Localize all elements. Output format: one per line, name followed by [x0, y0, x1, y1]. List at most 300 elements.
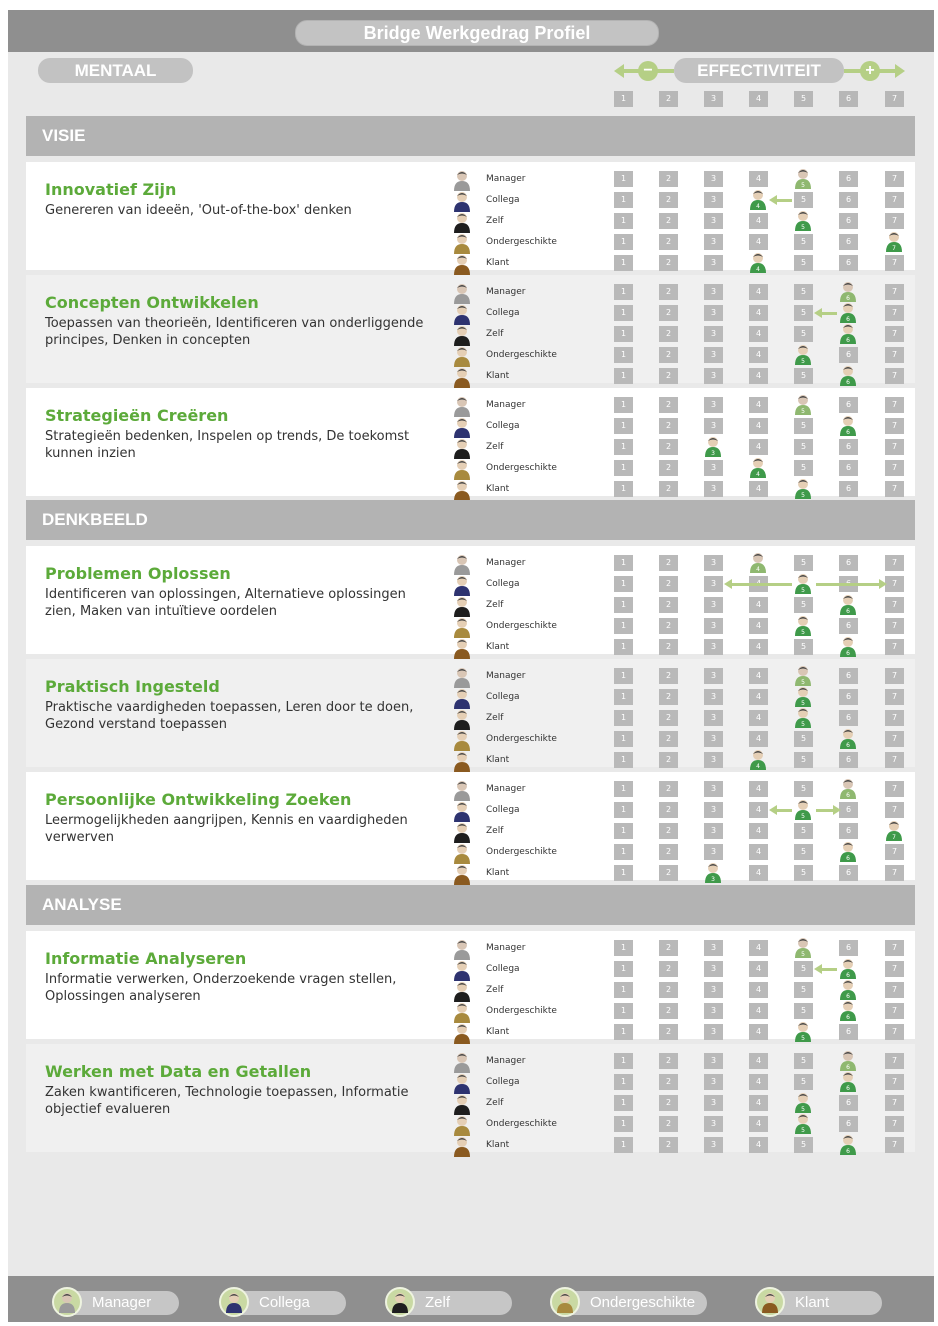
rating-cell: 2 [659, 481, 678, 497]
manager-icon [451, 938, 469, 956]
rating-cell: 2 [659, 982, 678, 998]
rating-cell: 4 [749, 284, 768, 300]
rating-cell: 1 [614, 460, 633, 476]
rating-cell: 2 [659, 1095, 678, 1111]
rating-cell: 5 [794, 982, 813, 998]
rating-cell: 1 [614, 481, 633, 497]
rating-cell: 7 [885, 171, 904, 187]
rating-cell: 1 [614, 326, 633, 342]
collega-legend-icon [219, 1287, 249, 1317]
svg-text:6: 6 [846, 316, 850, 323]
role-label-manager: Manager [486, 174, 526, 184]
role-label-zelf: Zelf [486, 442, 504, 452]
rating-cell: 1 [614, 418, 633, 434]
svg-text:5: 5 [801, 408, 805, 415]
rating-cell: 6 [839, 555, 858, 571]
svg-text:5: 5 [801, 492, 805, 499]
rating-cell: 1 [614, 1095, 633, 1111]
role-label-klant: Klant [486, 642, 510, 652]
rating-marker [839, 326, 858, 342]
rating-cell: 6 [839, 481, 858, 497]
rating-cell: 6 [839, 347, 858, 363]
rating-cell: 2 [659, 689, 678, 705]
svg-text:4: 4 [756, 566, 760, 573]
svg-text:6: 6 [846, 337, 850, 344]
rating-cell: 4 [749, 639, 768, 655]
rating-cell: 7 [885, 555, 904, 571]
rating-cell: 5 [794, 1074, 813, 1090]
rating-cell: 1 [614, 234, 633, 250]
rating-marker [839, 418, 858, 434]
rating-cell: 3 [704, 731, 723, 747]
gap-arrow-left-icon [814, 308, 822, 318]
klant-icon [451, 1135, 469, 1153]
rating-cell: 4 [749, 481, 768, 497]
rating-cell: 1 [614, 618, 633, 634]
rating-cell: 7 [885, 752, 904, 768]
rating-cell: 1 [614, 284, 633, 300]
competency-title: Informatie Analyseren [45, 949, 247, 968]
rating-cell: 3 [704, 710, 723, 726]
svg-text:5: 5 [801, 679, 805, 686]
klant-icon [451, 366, 469, 384]
rating-marker [885, 234, 904, 250]
rating-cell: 7 [885, 439, 904, 455]
manager-icon [451, 779, 469, 797]
rating-cell: 2 [659, 865, 678, 881]
ondergeschikte-icon [451, 1001, 469, 1019]
svg-text:3: 3 [711, 450, 715, 457]
rating-cell: 6 [839, 439, 858, 455]
rating-cell: 3 [704, 823, 723, 839]
rating-cell: 7 [885, 1137, 904, 1153]
rating-cell: 2 [659, 368, 678, 384]
rating-cell: 1 [614, 710, 633, 726]
rating-cell: 3 [704, 940, 723, 956]
rating-cell: 5 [794, 781, 813, 797]
role-label-zelf: Zelf [486, 826, 504, 836]
rating-cell: 5 [794, 961, 813, 977]
rating-cell: 2 [659, 710, 678, 726]
rating-cell: 1 [614, 347, 633, 363]
rating-cell: 1 [614, 255, 633, 271]
rating-cell: 3 [704, 418, 723, 434]
role-label-klant: Klant [486, 371, 510, 381]
competency-title: Strategieën Creëren [45, 406, 229, 425]
rating-cell: 6 [839, 668, 858, 684]
rating-cell: 5 [794, 234, 813, 250]
role-label-manager: Manager [486, 671, 526, 681]
klant-legend-icon [755, 1287, 785, 1317]
rating-cell: 5 [794, 192, 813, 208]
rating-cell: 1 [614, 597, 633, 613]
rating-marker [794, 668, 813, 684]
rating-cell: 1 [614, 397, 633, 413]
svg-text:6: 6 [846, 608, 850, 615]
role-label-klant: Klant [486, 1027, 510, 1037]
rating-marker [749, 255, 768, 271]
rating-cell: 2 [659, 781, 678, 797]
manager-icon [451, 1051, 469, 1069]
zelf-icon [451, 437, 469, 455]
ondergeschikte-icon [451, 1114, 469, 1132]
rating-cell: 1 [614, 192, 633, 208]
role-label-collega: Collega [486, 1077, 520, 1087]
rating-cell: 2 [659, 439, 678, 455]
rating-cell: 4 [749, 865, 768, 881]
rating-cell: 4 [749, 1074, 768, 1090]
rating-cell: 1 [614, 1003, 633, 1019]
manager-icon [451, 282, 469, 300]
collega-icon [451, 687, 469, 705]
rating-cell: 5 [794, 305, 813, 321]
rating-cell: 5 [794, 639, 813, 655]
competency-description: Informatie verwerken, Onderzoekende vragen stellen, Oplossingen analyseren [45, 972, 397, 1004]
zelf-legend-icon [385, 1287, 415, 1317]
rating-cell: 3 [704, 1095, 723, 1111]
rating-cell: 3 [704, 368, 723, 384]
ondergeschikte-icon [451, 616, 469, 634]
role-label-manager: Manager [486, 558, 526, 568]
rating-cell: 2 [659, 255, 678, 271]
svg-text:5: 5 [801, 224, 805, 231]
rating-cell: 4 [749, 982, 768, 998]
rating-cell: 4 [749, 347, 768, 363]
competency-card [26, 162, 915, 273]
rating-cell: 3 [704, 255, 723, 271]
klant-icon [451, 479, 469, 497]
svg-text:5: 5 [801, 700, 805, 707]
role-label-ondergeschikte: Ondergeschikte [486, 1119, 557, 1129]
rating-cell: 3 [704, 326, 723, 342]
rating-cell: 1 [614, 731, 633, 747]
role-label-manager: Manager [486, 400, 526, 410]
rating-cell: 2 [659, 1003, 678, 1019]
svg-text:5: 5 [801, 813, 805, 820]
rating-marker [839, 639, 858, 655]
rating-cell: 4 [749, 618, 768, 634]
rating-cell: 3 [704, 618, 723, 634]
svg-text:5: 5 [801, 1127, 805, 1134]
rating-cell: 4 [749, 1024, 768, 1040]
rating-cell: 1 [614, 305, 633, 321]
rating-marker [794, 576, 813, 592]
rating-cell: 7 [885, 597, 904, 613]
manager-icon [451, 169, 469, 187]
rating-cell: 1 [614, 439, 633, 455]
role-label-collega: Collega [486, 964, 520, 974]
role-label-klant: Klant [486, 868, 510, 878]
rating-cell: 2 [659, 305, 678, 321]
rating-cell: 7 [885, 1116, 904, 1132]
rating-marker [794, 802, 813, 818]
rating-cell: 7 [885, 481, 904, 497]
svg-text:6: 6 [846, 650, 850, 657]
rating-marker [749, 192, 768, 208]
rating-cell: 7 [885, 1095, 904, 1111]
rating-cell: 1 [614, 940, 633, 956]
rating-cell: 2 [659, 1116, 678, 1132]
rating-cell: 4 [749, 418, 768, 434]
svg-text:6: 6 [846, 1148, 850, 1155]
scale-level-6: 6 [839, 91, 858, 107]
rating-marker [749, 555, 768, 571]
rating-cell: 2 [659, 460, 678, 476]
ondergeschikte-icon [451, 842, 469, 860]
rating-marker [839, 781, 858, 797]
rating-marker [794, 481, 813, 497]
rating-cell: 1 [614, 668, 633, 684]
scale-level-2: 2 [659, 91, 678, 107]
role-label-collega: Collega [486, 692, 520, 702]
section-header-visie: VISIE [26, 116, 915, 156]
ondergeschikte-icon [451, 345, 469, 363]
rating-cell: 6 [839, 234, 858, 250]
rating-cell: 3 [704, 844, 723, 860]
zelf-icon [451, 211, 469, 229]
rating-cell: 6 [839, 710, 858, 726]
role-label-ondergeschikte: Ondergeschikte [486, 463, 557, 473]
legend-item-collega: Collega [221, 1291, 346, 1315]
rating-cell: 3 [704, 1074, 723, 1090]
rating-cell: 3 [704, 1003, 723, 1019]
collega-icon [451, 800, 469, 818]
rating-cell: 6 [839, 397, 858, 413]
rating-cell: 4 [749, 1095, 768, 1111]
rating-cell: 3 [704, 192, 723, 208]
rating-cell: 4 [749, 305, 768, 321]
rating-cell: 2 [659, 397, 678, 413]
rating-cell: 1 [614, 781, 633, 797]
svg-text:6: 6 [846, 295, 850, 302]
rating-cell: 4 [749, 213, 768, 229]
rating-cell: 6 [839, 802, 858, 818]
scale-level-7: 7 [885, 91, 904, 107]
rating-cell: 7 [885, 618, 904, 634]
competency-description: Zaken kwantificeren, Technologie toepassen, Informatie objectief evalueren [45, 1085, 409, 1117]
rating-cell: 1 [614, 802, 633, 818]
rating-cell: 1 [614, 639, 633, 655]
svg-text:7: 7 [892, 245, 896, 252]
role-label-ondergeschikte: Ondergeschikte [486, 847, 557, 857]
rating-cell: 4 [749, 368, 768, 384]
rating-cell: 3 [704, 1116, 723, 1132]
rating-cell: 3 [704, 668, 723, 684]
rating-cell: 3 [704, 347, 723, 363]
svg-text:6: 6 [846, 993, 850, 1000]
competency-card [26, 659, 915, 770]
svg-text:6: 6 [846, 379, 850, 386]
minus-icon: − [638, 61, 658, 81]
rating-cell: 7 [885, 844, 904, 860]
ondergeschikte-legend-icon [550, 1287, 580, 1317]
svg-text:5: 5 [801, 358, 805, 365]
rating-cell: 1 [614, 213, 633, 229]
competency-title: Concepten Ontwikkelen [45, 293, 259, 312]
role-label-ondergeschikte: Ondergeschikte [486, 350, 557, 360]
rating-cell: 3 [704, 689, 723, 705]
rating-cell: 2 [659, 326, 678, 342]
rating-cell: 1 [614, 171, 633, 187]
rating-marker [839, 597, 858, 613]
rating-cell: 2 [659, 940, 678, 956]
rating-cell: 1 [614, 368, 633, 384]
rating-cell: 7 [885, 1074, 904, 1090]
rating-cell: 2 [659, 555, 678, 571]
rating-cell: 3 [704, 234, 723, 250]
rating-cell: 4 [749, 961, 768, 977]
gap-arrow-right-icon [879, 579, 887, 589]
svg-text:5: 5 [801, 1106, 805, 1113]
legend-item-manager: Manager [54, 1291, 179, 1315]
competency-card [26, 546, 915, 657]
rating-cell: 3 [704, 284, 723, 300]
rating-cell: 6 [839, 823, 858, 839]
role-label-klant: Klant [486, 1140, 510, 1150]
rating-cell: 4 [749, 597, 768, 613]
competency-title: Persoonlijke Ontwikkeling Zoeken [45, 790, 352, 809]
rating-cell: 7 [885, 397, 904, 413]
rating-cell: 2 [659, 844, 678, 860]
ondergeschikte-icon [451, 232, 469, 250]
rating-cell: 5 [794, 418, 813, 434]
collega-icon [451, 190, 469, 208]
rating-cell: 7 [885, 192, 904, 208]
rating-cell: 3 [704, 1053, 723, 1069]
role-label-collega: Collega [486, 308, 520, 318]
rating-cell: 2 [659, 284, 678, 300]
svg-text:4: 4 [756, 471, 760, 478]
arrow-right-icon [895, 64, 905, 78]
rating-marker [885, 823, 904, 839]
rating-marker [794, 689, 813, 705]
rating-cell: 6 [839, 1024, 858, 1040]
rating-cell: 3 [704, 576, 723, 592]
competency-description: Strategieën bedenken, Inspelen op trends, De toekomst kunnen inzien [45, 429, 410, 461]
rating-cell: 6 [839, 460, 858, 476]
rating-cell: 5 [794, 597, 813, 613]
rating-cell: 7 [885, 731, 904, 747]
rating-cell: 4 [749, 689, 768, 705]
rating-cell: 3 [704, 639, 723, 655]
rating-marker [704, 439, 723, 455]
rating-cell: 6 [839, 1095, 858, 1111]
role-label-zelf: Zelf [486, 600, 504, 610]
role-label-zelf: Zelf [486, 713, 504, 723]
rating-cell: 1 [614, 1053, 633, 1069]
rating-cell: 3 [704, 752, 723, 768]
gap-connector [728, 583, 792, 586]
rating-cell: 5 [794, 823, 813, 839]
rating-cell: 4 [749, 439, 768, 455]
rating-cell: 7 [885, 460, 904, 476]
rating-marker [839, 961, 858, 977]
rating-cell: 7 [885, 284, 904, 300]
rating-cell: 5 [794, 284, 813, 300]
rating-marker [794, 397, 813, 413]
rating-marker [749, 460, 768, 476]
ondergeschikte-icon [451, 729, 469, 747]
gap-connector [816, 583, 881, 586]
klant-icon [451, 863, 469, 881]
rating-marker [839, 1003, 858, 1019]
competency-description: Genereren van ideeën, 'Out-of-the-box' denken [45, 203, 352, 218]
rating-cell: 5 [794, 439, 813, 455]
rating-cell: 1 [614, 844, 633, 860]
competency-title: Problemen Oplossen [45, 564, 231, 583]
rating-cell: 5 [794, 844, 813, 860]
rating-cell: 4 [749, 844, 768, 860]
section-header-denkbeeld: DENKBEELD [26, 500, 915, 540]
rating-cell: 2 [659, 961, 678, 977]
svg-text:6: 6 [846, 742, 850, 749]
rating-cell: 7 [885, 368, 904, 384]
plus-icon: + [860, 61, 880, 81]
rating-cell: 4 [749, 234, 768, 250]
rating-cell: 7 [885, 982, 904, 998]
role-label-ondergeschikte: Ondergeschikte [486, 621, 557, 631]
zelf-icon [451, 1093, 469, 1111]
rating-marker [839, 982, 858, 998]
rating-cell: 5 [794, 368, 813, 384]
rating-cell: 1 [614, 752, 633, 768]
svg-text:6: 6 [846, 855, 850, 862]
rating-cell: 6 [839, 171, 858, 187]
competency-description: Toepassen van theorieën, Identificeren van onderliggende principes, Denken in concepten [45, 316, 424, 348]
rating-cell: 1 [614, 1137, 633, 1153]
rating-cell: 4 [749, 940, 768, 956]
rating-marker [794, 618, 813, 634]
svg-text:5: 5 [801, 629, 805, 636]
svg-text:5: 5 [801, 951, 805, 958]
competency-description: Identificeren van oplossingen, Alternatieve oplossingen zien, Maken van intuïtieve oordelen [45, 587, 406, 619]
rating-cell: 2 [659, 639, 678, 655]
role-label-klant: Klant [486, 755, 510, 765]
svg-text:6: 6 [846, 1064, 850, 1071]
rating-marker [794, 171, 813, 187]
domain-label: MENTAAL [38, 58, 193, 83]
role-label-collega: Collega [486, 195, 520, 205]
rating-marker [794, 1116, 813, 1132]
scale-level-1: 1 [614, 91, 633, 107]
rating-cell: 3 [704, 397, 723, 413]
rating-cell: 3 [704, 802, 723, 818]
rating-cell: 5 [794, 752, 813, 768]
legend-item-klant: Klant [757, 1291, 882, 1315]
rating-marker [749, 752, 768, 768]
rating-cell: 2 [659, 752, 678, 768]
manager-icon [451, 395, 469, 413]
rating-cell: 3 [704, 597, 723, 613]
rating-cell: 3 [704, 305, 723, 321]
rating-cell: 7 [885, 418, 904, 434]
collega-icon [451, 1072, 469, 1090]
gap-arrow-left-icon [769, 195, 777, 205]
rating-cell: 2 [659, 1024, 678, 1040]
svg-text:5: 5 [801, 587, 805, 594]
rating-cell: 1 [614, 1024, 633, 1040]
rating-cell: 2 [659, 213, 678, 229]
rating-cell: 4 [749, 1053, 768, 1069]
klant-icon [451, 637, 469, 655]
scale-level-5: 5 [794, 91, 813, 107]
gap-arrow-right-icon [833, 805, 841, 815]
rating-cell: 7 [885, 305, 904, 321]
competency-title: Innovatief Zijn [45, 180, 177, 199]
rating-cell: 7 [885, 1024, 904, 1040]
ondergeschikte-icon [451, 458, 469, 476]
svg-text:4: 4 [756, 763, 760, 770]
